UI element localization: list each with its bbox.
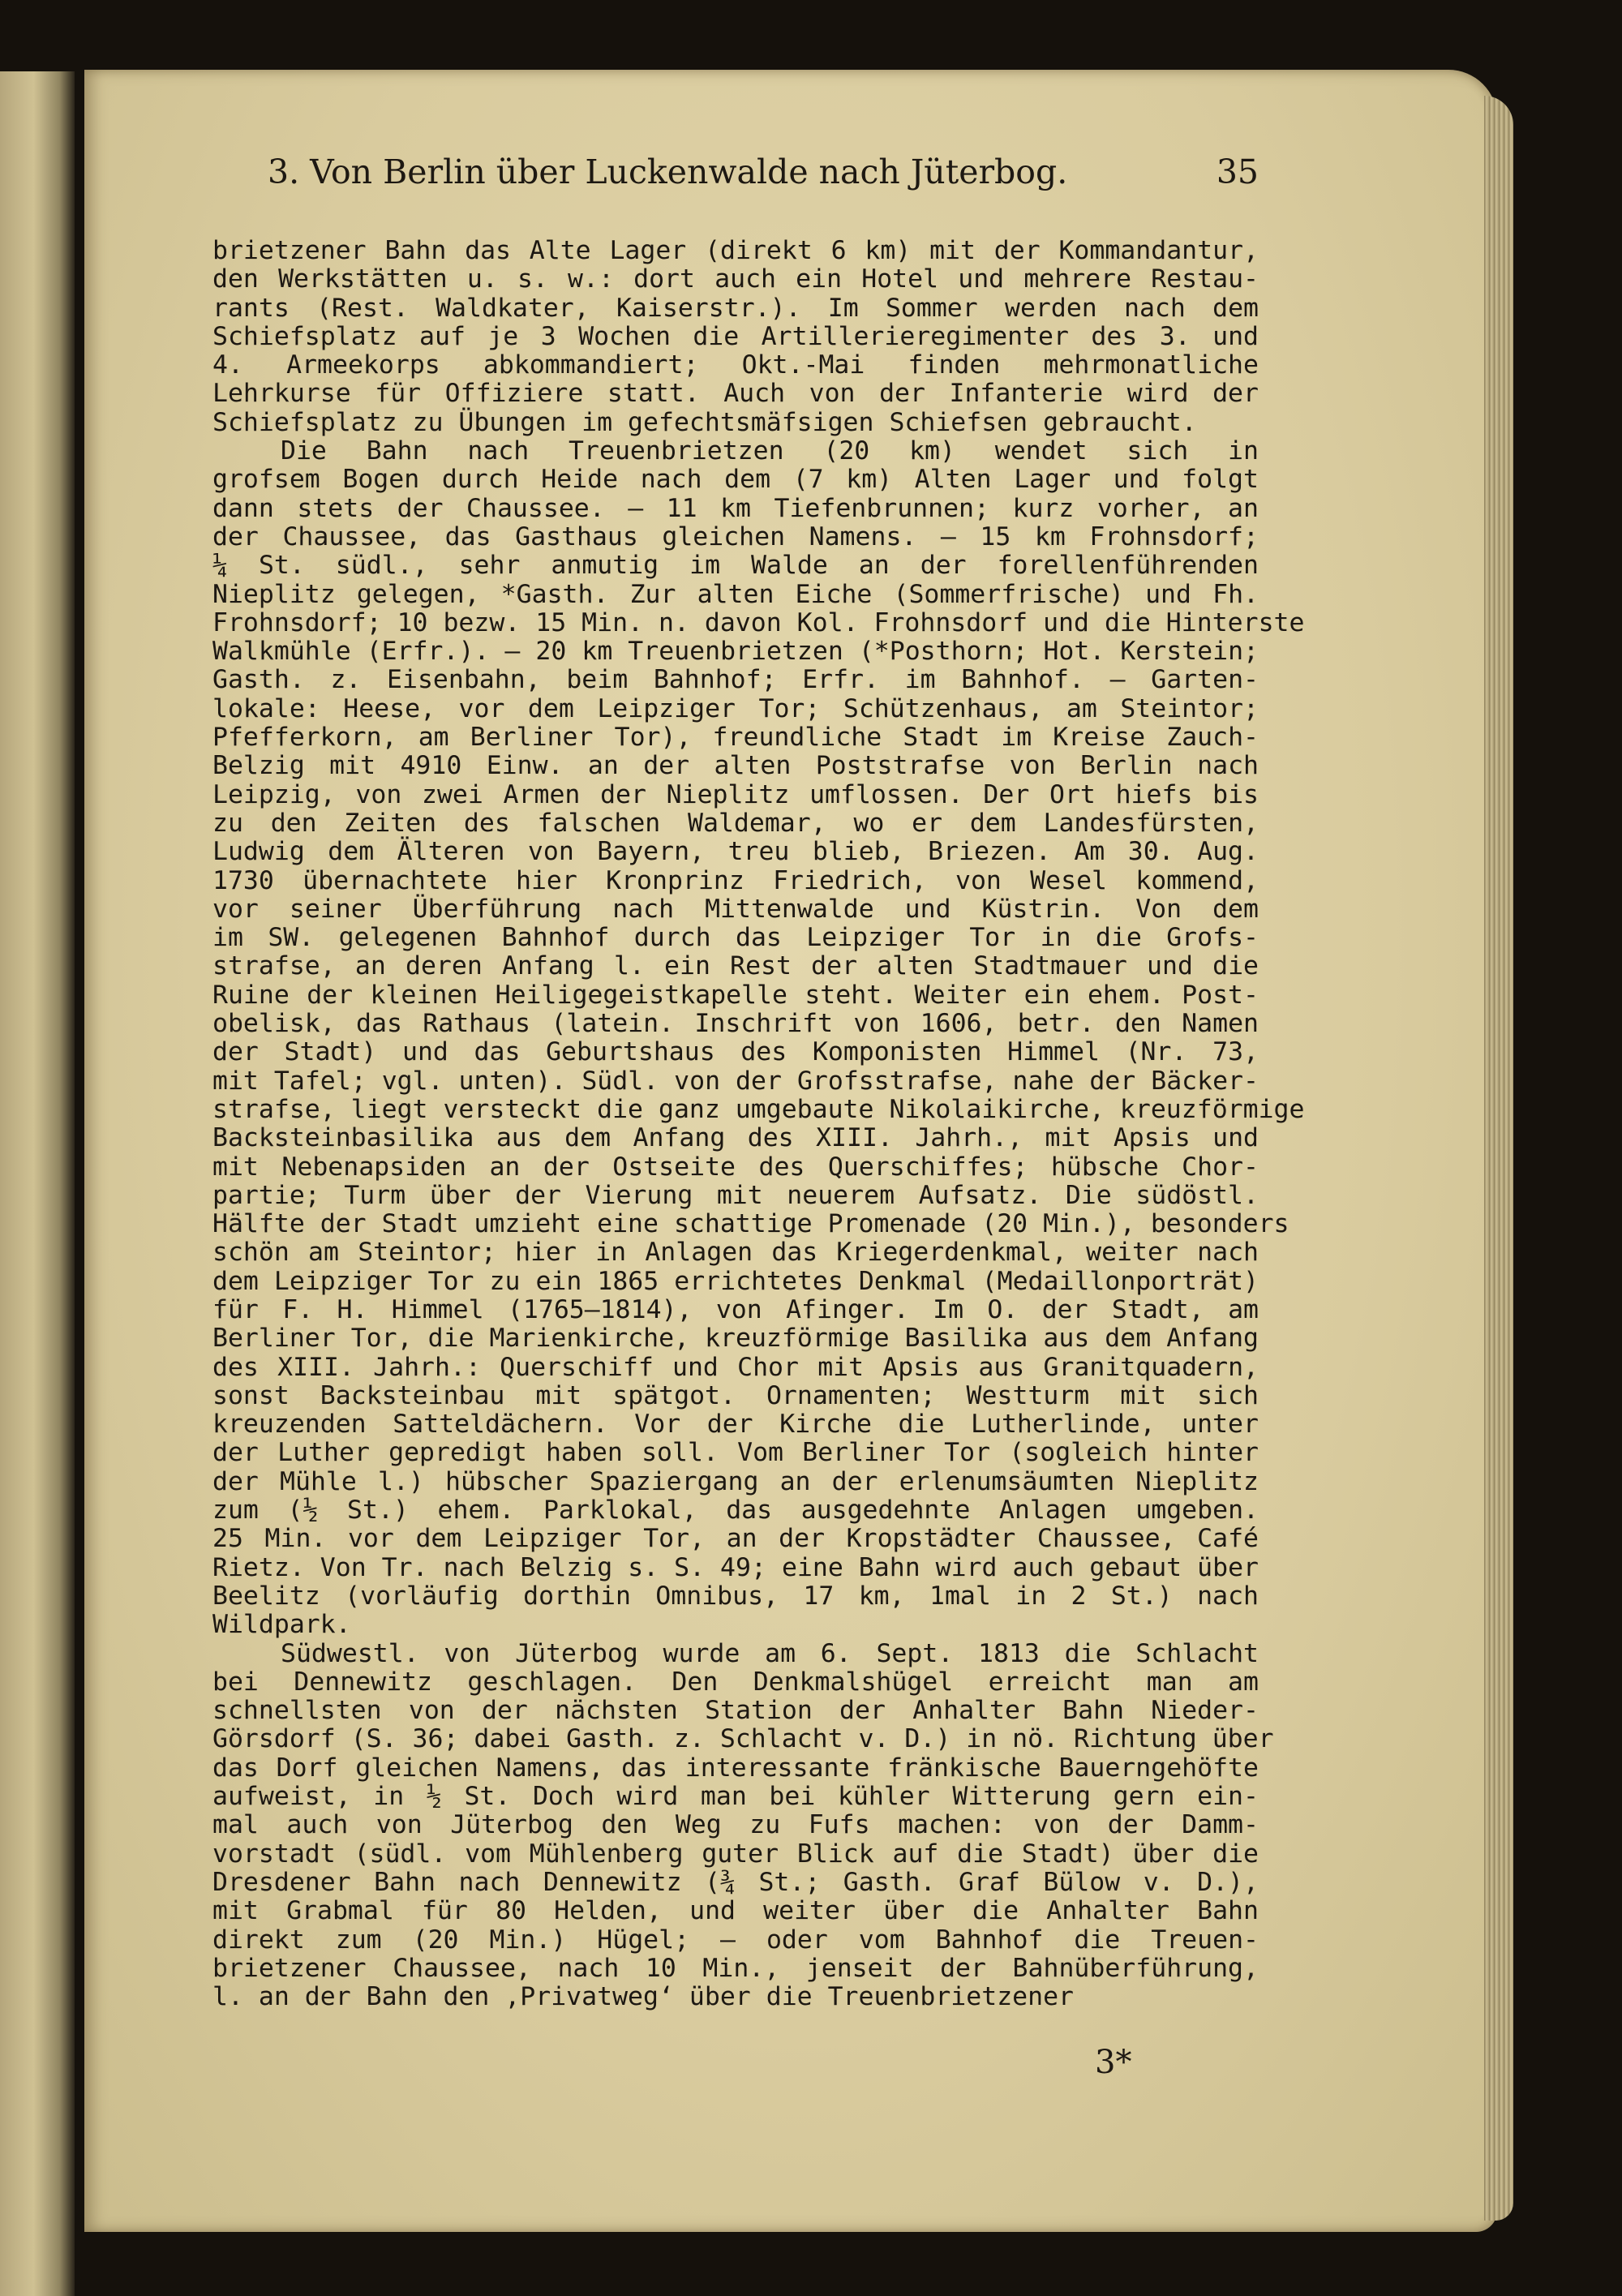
text-line: grofsem Bogen durch Heide nach dem (7 km) Alten Lager und folgt xyxy=(212,465,1259,495)
text-line: Walkmühle (Erfr.). — 20 km Treuenbrietzen (*Posthorn; Hot. Kerstein; xyxy=(212,637,1259,667)
text-line: das Dorf gleichen Namens, das interessante fränkische Bauerngehöfte xyxy=(212,1753,1259,1783)
text-line: zum (½ St.) ehem. Parklokal, das ausgedehnte Anlagen umgeben. xyxy=(212,1496,1259,1526)
text-line: Belzig mit 4910 Einw. an der alten Poststrafse von Berlin nach xyxy=(212,751,1259,781)
text-line: Schiefsplatz auf je 3 Wochen die Artillerieregimenter des 3. und xyxy=(212,321,1259,351)
text-line: Schiefsplatz zu Übungen im gefechtsmäfsigen Schiefsen gebraucht. xyxy=(212,407,1197,437)
text-line: strafse, an deren Anfang l. ein Rest der alten Stadtmauer und die xyxy=(212,951,1259,981)
text-line: der Mühle l.) hübscher Spaziergang an der erlenumsäumten Nieplitz xyxy=(212,1466,1259,1496)
text-line: Görsdorf (S. 36; dabei Gasth. z. Schlacht v. D.) in nö. Richtung über xyxy=(212,1724,1274,1754)
text-line: 1730 übernachtete hier Kronprinz Friedrich, von Wesel kommend, xyxy=(212,865,1259,895)
text-line: brietzener Chaussee, nach 10 Min., jenseit der Bahnüberführung, xyxy=(212,1953,1259,1983)
text-line: mit Grabmal für 80 Helden, und weiter über die Anhalter Bahn xyxy=(212,1896,1259,1926)
text-line: Ruine der kleinen Heiligegeistkapelle steht. Weiter ein ehem. Post- xyxy=(212,980,1259,1010)
text-line: obelisk, das Rathaus (latein. Inschrift von 1606, betr. den Namen xyxy=(212,1009,1259,1039)
text-line: lokale: Heese, vor dem Leipziger Tor; Schützenhaus, am Steintor; xyxy=(212,693,1259,723)
text-line: der Stadt) und das Geburtshaus des Komponisten Himmel (Nr. 73, xyxy=(212,1037,1259,1067)
text-line: Frohnsdorf; 10 bezw. 15 Min. n. davon Kol. Frohnsdorf und die Hinterste xyxy=(212,607,1305,637)
text-line: bei Dennewitz geschlagen. Den Denkmalshügel erreicht man am xyxy=(212,1667,1259,1697)
text-line: brietzener Bahn das Alte Lager (direkt 6 km) mit der Kommandantur, xyxy=(212,236,1259,265)
text-line: 25 Min. vor dem Leipziger Tor, an der Kropstädter Chaussee, Café xyxy=(212,1524,1259,1554)
text-line: schnellsten von der nächsten Station der Anhalter Bahn Nieder- xyxy=(212,1696,1259,1726)
text-line: schön am Steintor; hier in Anlagen das Kriegerdenkmal, weiter nach xyxy=(212,1238,1259,1268)
text-line: Ludwig dem Älteren von Bayern, treu blieb, Briezen. Am 30. Aug. xyxy=(212,837,1259,867)
text-line: mal auch von Jüterbog den Weg zu Fufs machen: von der Damm- xyxy=(212,1810,1259,1840)
text-line: partie; Turm über der Vierung mit neuerem Aufsatz. Die südöstl. xyxy=(212,1180,1259,1210)
text-line: Rietz. Von Tr. nach Belzig s. S. 49; eine Bahn wird auch gebaut über xyxy=(212,1552,1259,1582)
text-line: Berliner Tor, die Marienkirche, kreuzförmige Basilika aus dem Anfang xyxy=(212,1324,1259,1354)
text-line: Dresdener Bahn nach Dennewitz (¾ St.; Gasth. Graf Bülow v. D.), xyxy=(212,1867,1259,1897)
chapter-title: 3. Von Berlin über Luckenwalde nach Jüterbog. xyxy=(268,152,1068,191)
text-line: mit Nebenapsiden an der Ostseite des Querschiffes; hübsche Chor- xyxy=(212,1152,1259,1182)
signature-mark: 3* xyxy=(1095,2044,1132,2081)
text-line: des XIII. Jahrh.: Querschiff und Chor mit Apsis aus Granitquadern, xyxy=(212,1352,1259,1382)
body-text xyxy=(212,236,1305,2012)
text-line: Südwestl. von Jüterbog wurde am 6. Sept. 1813 die Schlacht xyxy=(281,1638,1259,1668)
text-line: Die Bahn nach Treuenbrietzen (20 km) wendet sich in xyxy=(281,436,1259,466)
running-header xyxy=(268,152,1259,191)
text-line: strafse, liegt versteckt die ganz umgebaute Nikolaikirche, kreuzförmige xyxy=(212,1094,1305,1124)
page-number: 35 xyxy=(1216,152,1259,191)
text-line: vorstadt (südl. vom Mühlenberg guter Blick auf die Stadt) über die xyxy=(212,1839,1259,1869)
text-line: im SW. gelegenen Bahnhof durch das Leipziger Tor in die Grofs- xyxy=(212,923,1259,953)
text-line: Gasth. z. Eisenbahn, beim Bahnhof; Erfr. im Bahnhof. — Garten- xyxy=(212,665,1259,695)
text-line: Wildpark. xyxy=(212,1610,351,1640)
text-line: Backsteinbasilika aus dem Anfang des XIII. Jahrh., mit Apsis und xyxy=(212,1123,1259,1153)
text-line: sonst Backsteinbau mit spätgot. Ornamenten; Westturm mit sich xyxy=(212,1380,1259,1410)
text-line: vor seiner Überführung nach Mittenwalde und Küstrin. Von dem xyxy=(212,894,1259,924)
text-line: Leipzig, von zwei Armen der Nieplitz umflossen. Der Ort hiefs bis xyxy=(212,779,1259,809)
text-line: Nieplitz gelegen, *Gasth. Zur alten Eiche (Sommerfrische) und Fh. xyxy=(212,579,1259,609)
text-line: der Chaussee, das Gasthaus gleichen Namens. — 15 km Frohnsdorf; xyxy=(212,521,1259,551)
text-line: der Luther gepredigt haben soll. Vom Berliner Tor (sogleich hinter xyxy=(212,1438,1259,1468)
text-line: 4. Armeekorps abkommandiert; Okt.-Mai finden mehrmonatliche xyxy=(212,350,1259,380)
text-line: dem Leipziger Tor zu ein 1865 errichtetes Denkmal (Medaillonporträt) xyxy=(212,1266,1259,1296)
text-line: zu den Zeiten des falschen Waldemar, wo er dem Landesfürsten, xyxy=(212,808,1259,838)
text-line: l. an der Bahn den ‚Privatweg‘ über die Treuenbrietzener xyxy=(212,1982,1075,2012)
text-line: dann stets der Chaussee. — 11 km Tiefenbrunnen; kurz vorher, an xyxy=(212,493,1259,523)
text-line: Pfefferkorn, am Berliner Tor), freundliche Stadt im Kreise Zauch- xyxy=(212,723,1259,753)
text-line: aufweist, in ½ St. Doch wird man bei kühler Witterung gern ein- xyxy=(212,1782,1259,1812)
text-line: rants (Rest. Waldkater, Kaiserstr.). Im Sommer werden nach dem xyxy=(212,293,1259,323)
page-stack-edge xyxy=(1484,96,1513,2221)
text-line: für F. H. Himmel (1765–1814), von Afinger. Im O. der Stadt, am xyxy=(212,1294,1259,1324)
text-line: direkt zum (20 Min.) Hügel; — oder vom Bahnhof die Treuen- xyxy=(212,1925,1259,1955)
text-line: Hälfte der Stadt umzieht eine schattige Promenade (20 Min.), besonders xyxy=(212,1209,1289,1239)
left-page-edge xyxy=(0,71,75,2296)
text-line: den Werkstätten u. s. w.: dort auch ein Hotel und mehrere Restau- xyxy=(212,264,1259,294)
text-line: Lehrkurse für Offiziere statt. Auch von der Infanterie wird der xyxy=(212,379,1259,409)
text-line: Beelitz (vorläufig dorthin Omnibus, 17 km, 1mal in 2 St.) nach xyxy=(212,1581,1259,1611)
text-line: kreuzenden Satteldächern. Vor der Kirche die Lutherlinde, unter xyxy=(212,1410,1259,1440)
text-line: ¼ St. südl., sehr anmutig im Walde an der forellenführenden xyxy=(212,551,1259,581)
text-line: mit Tafel; vgl. unten). Südl. von der Grofsstrafse, nahe der Bäcker- xyxy=(212,1066,1259,1096)
